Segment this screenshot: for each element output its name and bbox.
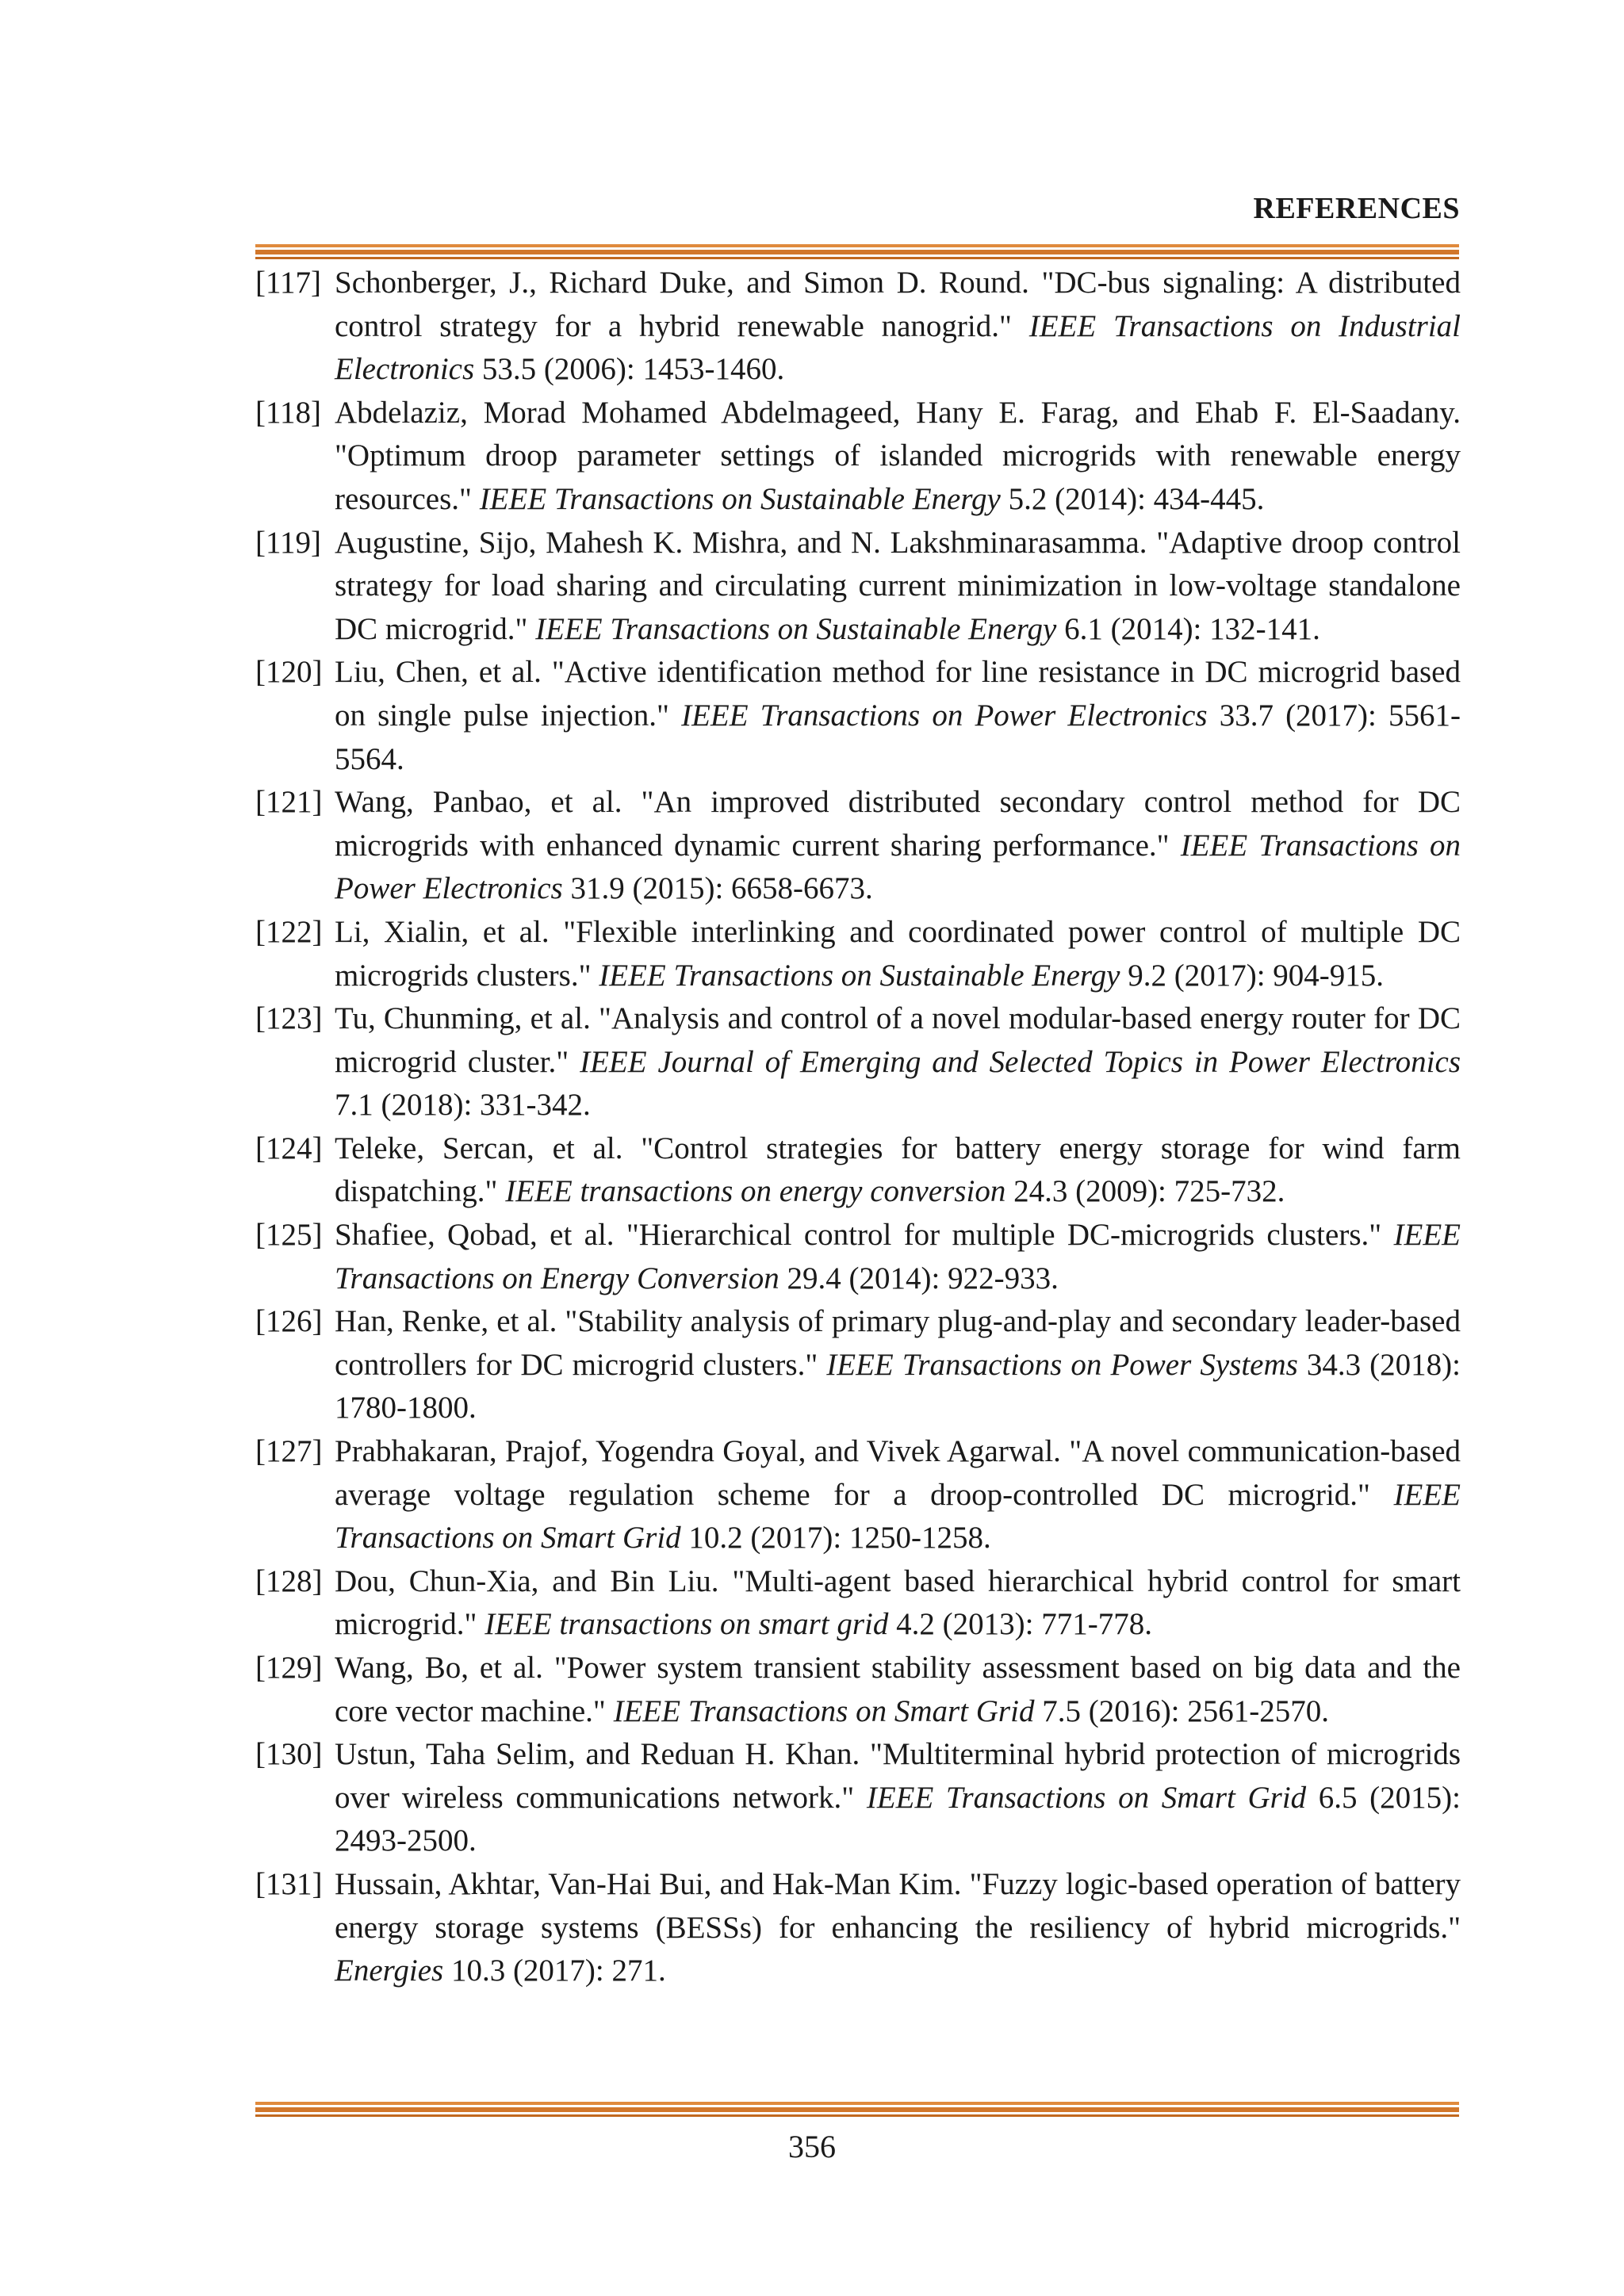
- reference-number: [128]: [255, 1563, 323, 1598]
- reference-number: [127]: [255, 1434, 323, 1469]
- reference-text: [335, 1560, 1461, 1647]
- reference-volume-pages: 53.5 (2006): 1453-1460.: [474, 352, 785, 387]
- reference-authors-title: Ustun, Taha Selim, and Reduan H. Khan. "Multiterminal hybrid protection of microgrids over wireless communications network.": [335, 1737, 1461, 1815]
- footer-rule: [255, 2102, 1459, 2117]
- reference-volume-pages: 4.2 (2013): 771-778.: [888, 1607, 1152, 1642]
- reference-authors-title: Li, Xialin, et al. "Flexible interlinking and coordinated power control of multiple DC microgrids clusters.": [335, 914, 1461, 993]
- reference-entry: [255, 262, 1461, 392]
- reference-list: [255, 262, 1461, 1993]
- reference-number: [117]: [255, 266, 322, 300]
- reference-journal: IEEE Transactions on Smart Grid: [613, 1693, 1035, 1728]
- reference-journal: IEEE Transactions on Sustainable Energy: [479, 481, 1001, 516]
- reference-number: [125]: [255, 1218, 323, 1253]
- reference-authors-title: Augustine, Sijo, Mahesh K. Mishra, and N. Lakshminarasamma. "Adaptive droop control strategy for load sharing and circulating current minimization in low-voltage standalone DC microgrid.": [335, 525, 1461, 646]
- header-rule: [255, 244, 1459, 259]
- reference-journal: IEEE Journal of Emerging and Selected Topics in Power Electronics: [580, 1044, 1461, 1079]
- reference-volume-pages: 33.7 (2017): 5561-5564.: [335, 698, 1461, 776]
- reference-authors-title: Han, Renke, et al. "Stability analysis of primary plug-and-play and secondary leader-based controllers for DC microgrid clusters.": [335, 1304, 1461, 1382]
- reference-number: [130]: [255, 1737, 323, 1772]
- reference-text: [335, 262, 1461, 392]
- reference-authors-title: Abdelaziz, Morad Mohamed Abdelmageed, Hany E. Farag, and Ehab F. El-Saadany. "Optimum droop parameter settings of islanded microgrids with renewable energy resources.": [335, 395, 1461, 516]
- reference-journal: IEEE Transactions on Industrial Electronics: [335, 308, 1461, 387]
- reference-text: [335, 1647, 1461, 1733]
- reference-entry: [255, 651, 1461, 781]
- reference-authors-title: Liu, Chen, et al. "Active identification method for line resistance in DC microgrid based on single pulse injection.": [335, 655, 1461, 733]
- reference-journal: IEEE Transactions on Power Electronics: [335, 828, 1461, 906]
- reference-text: [335, 1863, 1461, 1993]
- reference-entry: [255, 1430, 1461, 1560]
- reference-volume-pages: 24.3 (2009): 725-732.: [1005, 1174, 1285, 1209]
- reference-number: [126]: [255, 1304, 323, 1339]
- reference-number: [123]: [255, 1001, 323, 1036]
- reference-entry: [255, 1560, 1461, 1647]
- reference-volume-pages: 6.1 (2014): 132-141.: [1056, 611, 1320, 646]
- reference-text: [335, 1214, 1461, 1300]
- reference-entry: [255, 781, 1461, 911]
- reference-volume-pages: 34.3 (2018): 1780-1800.: [335, 1347, 1461, 1425]
- reference-journal: IEEE Transactions on Sustainable Energy: [599, 958, 1120, 993]
- reference-entry: [255, 1300, 1461, 1430]
- reference-authors-title: Hussain, Akhtar, Van-Hai Bui, and Hak-Man Kim. "Fuzzy logic-based operation of battery energy storage systems (BESSs) for enhancing the resiliency of hybrid microgrids.": [335, 1866, 1461, 1945]
- reference-text: [335, 651, 1461, 781]
- reference-volume-pages: 29.4 (2014): 922-933.: [779, 1261, 1059, 1295]
- reference-text: [335, 1300, 1461, 1430]
- reference-text: [335, 392, 1461, 522]
- reference-authors-title: Dou, Chun-Xia, and Bin Liu. "Multi-agent based hierarchical hybrid control for smart microgrid.": [335, 1563, 1461, 1642]
- reference-authors-title: Wang, Bo, et al. "Power system transient stability assessment based on big data and the core vector machine.": [335, 1651, 1461, 1728]
- reference-text: [335, 522, 1461, 652]
- reference-volume-pages: 6.5 (2015): 2493-2500.: [335, 1780, 1461, 1858]
- reference-entry: [255, 392, 1461, 522]
- reference-authors-title: Shafiee, Qobad, et al. "Hierarchical control for multiple DC-microgrids clusters.": [335, 1218, 1394, 1253]
- reference-text: [335, 781, 1461, 911]
- reference-volume-pages: 7.5 (2016): 2561-2570.: [1034, 1693, 1330, 1728]
- reference-authors-title: Schonberger, J., Richard Duke, and Simon D. Round. "DC-bus signaling: A distributed control strategy for a hybrid renewable nanogrid.": [335, 266, 1461, 343]
- reference-journal: IEEE transactions on smart grid: [485, 1607, 889, 1642]
- reference-text: [335, 997, 1461, 1127]
- reference-volume-pages: 10.2 (2017): 1250-1258.: [680, 1521, 991, 1556]
- reference-number: [118]: [255, 395, 322, 430]
- reference-number: [121]: [255, 785, 323, 820]
- reference-number: [131]: [255, 1866, 323, 1901]
- rule-band: [255, 2114, 1459, 2117]
- reference-authors-title: Prabhakaran, Prajof, Yogendra Goyal, and Vivek Agarwal. "A novel communication-based average voltage regulation scheme for a droop-controlled DC microgrid.": [335, 1434, 1461, 1512]
- reference-entry: [255, 1127, 1461, 1214]
- reference-volume-pages: 9.2 (2017): 904-915.: [1120, 958, 1385, 993]
- reference-entry: [255, 1647, 1461, 1733]
- reference-number: [122]: [255, 914, 323, 949]
- rule-band: [255, 257, 1459, 259]
- reference-volume-pages: 10.3 (2017): 271.: [443, 1954, 666, 1988]
- reference-text: [335, 911, 1461, 997]
- reference-volume-pages: 31.9 (2015): 6658-6673.: [562, 871, 873, 906]
- reference-journal: IEEE Transactions on Power Systems: [826, 1347, 1298, 1382]
- reference-number: [124]: [255, 1131, 323, 1165]
- running-header-title: REFERENCES: [1253, 192, 1460, 225]
- reference-journal: IEEE Transactions on Smart Grid: [866, 1780, 1307, 1815]
- reference-entry: [255, 1863, 1461, 1993]
- reference-journal: IEEE Transactions on Sustainable Energy: [535, 611, 1057, 646]
- reference-journal: Energies: [335, 1954, 444, 1988]
- reference-text: [335, 1127, 1461, 1214]
- reference-journal: IEEE Transactions on Smart Grid: [335, 1477, 1461, 1556]
- reference-journal: IEEE transactions on energy conversion: [505, 1174, 1006, 1209]
- reference-number: [129]: [255, 1651, 323, 1685]
- reference-entry: [255, 522, 1461, 652]
- reference-entry: [255, 1733, 1461, 1863]
- reference-text: [335, 1430, 1461, 1560]
- reference-number: [120]: [255, 655, 323, 690]
- reference-volume-pages: 5.2 (2014): 434-445.: [1000, 481, 1265, 516]
- reference-number: [119]: [255, 525, 322, 560]
- reference-authors-title: Wang, Panbao, et al. "An improved distributed secondary control method for DC microgrids with enhanced dynamic current sharing performance.": [335, 785, 1461, 863]
- reference-journal: IEEE Transactions on Power Electronics: [681, 698, 1208, 733]
- reference-volume-pages: 7.1 (2018): 331-342.: [335, 1088, 591, 1123]
- reference-entry: [255, 1214, 1461, 1300]
- reference-entry: [255, 997, 1461, 1127]
- reference-authors-title: Tu, Chunming, et al. "Analysis and control of a novel modular-based energy router for DC microgrid cluster.": [335, 1001, 1461, 1079]
- reference-authors-title: Teleke, Sercan, et al. "Control strategies for battery energy storage for wind farm dispatching.": [335, 1131, 1461, 1209]
- page-number: 356: [788, 2129, 836, 2164]
- reference-text: [335, 1733, 1461, 1863]
- reference-journal: IEEE Transactions on Energy Conversion: [335, 1218, 1461, 1295]
- reference-entry: [255, 911, 1461, 997]
